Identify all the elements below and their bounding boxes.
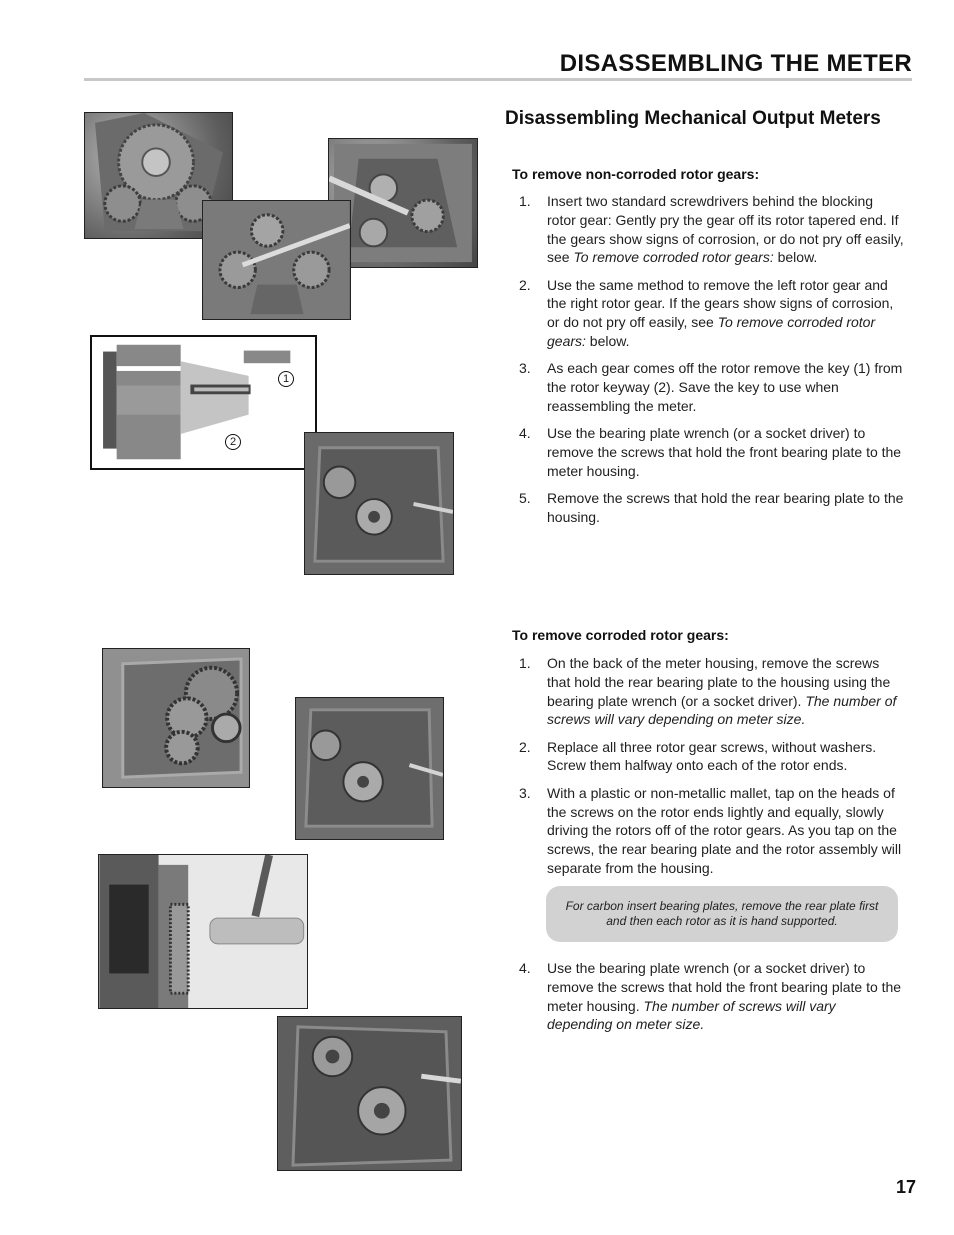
key-keyway-diagram [90,335,317,470]
corroded-steps-continued [512,959,904,1043]
note-box: For carbon insert bearing plates, remove the rear plate first and then each rotor as it is hand supported. [546,886,898,942]
list-item: 2. Use the same method to remove the left rotor gear and the right rotor gear. If the gears show signs of corrosion, or do not pry off easily, see To remove corroded rotor gears: below. [519,276,894,350]
front-bearing-plate-photo [277,1016,462,1171]
mallet-photo [98,854,308,1009]
rotor-screws-photo [295,697,444,840]
corroded-steps [512,654,904,886]
list-item: 2. Replace all three rotor gear screws, without washers. Screw them halfway onto each of the rotor ends. [519,738,877,774]
rear-gears-photo [102,648,250,788]
page-number: 17 [895,1177,916,1197]
list-item: 3. With a plastic or non-metallic mallet, tap on the heads of the screws on the rotor ends lightly and equally, slowly driving the rotors off of the rotor gears. As you tap on the screws, the rear bearing plate and the rotor assembly will separate from the housing. [519,784,902,876]
bearing-plate-screws-photo [304,432,454,575]
title-divider [84,78,912,81]
list-item: 1. Insert two standard screwdrivers behind the blocking rotor gear: Gently pry the gear off its rotor tapered end. If the gears show signs of corrosion, or do not pry off easily, see To remove corroded rotor gears: below. [519,193,904,266]
screwdriver-gear-photo [202,200,351,320]
non-corroded-heading: To remove non-corroded rotor gears: [512,166,760,182]
key-callout: 1 [278,371,294,387]
section-heading: Disassembling Mechanical Output Meters [505,108,881,129]
list-item: 5. Remove the screws that hold the rear bearing plate to the housing. [519,490,904,525]
corroded-heading: To remove corroded rotor gears: [512,627,729,643]
page-title: DISASSEMBLING THE METER [559,50,912,77]
list-item: 4. Use the bearing plate wrench (or a socket driver) to remove the screws that hold the front bearing plate to the meter housing. The number of screws will vary depending on meter size. [519,960,902,1033]
list-item: 4. Use the bearing plate wrench (or a socket driver) to remove the screws that hold the front bearing plate to the meter housing. [519,425,902,479]
keyway-callout: 2 [225,434,241,450]
non-corroded-steps [512,192,904,535]
list-item: 3. As each gear comes off the rotor remove the key (1) from the rotor keyway (2). Save the key to use when reassembling the meter. [519,360,903,414]
list-item: 1. On the back of the meter housing, remove the screws that hold the rear bearing plate to the housing using the bearing plate wrench (or a socket driver). The number of screws will vary depending on meter size. [519,655,897,728]
